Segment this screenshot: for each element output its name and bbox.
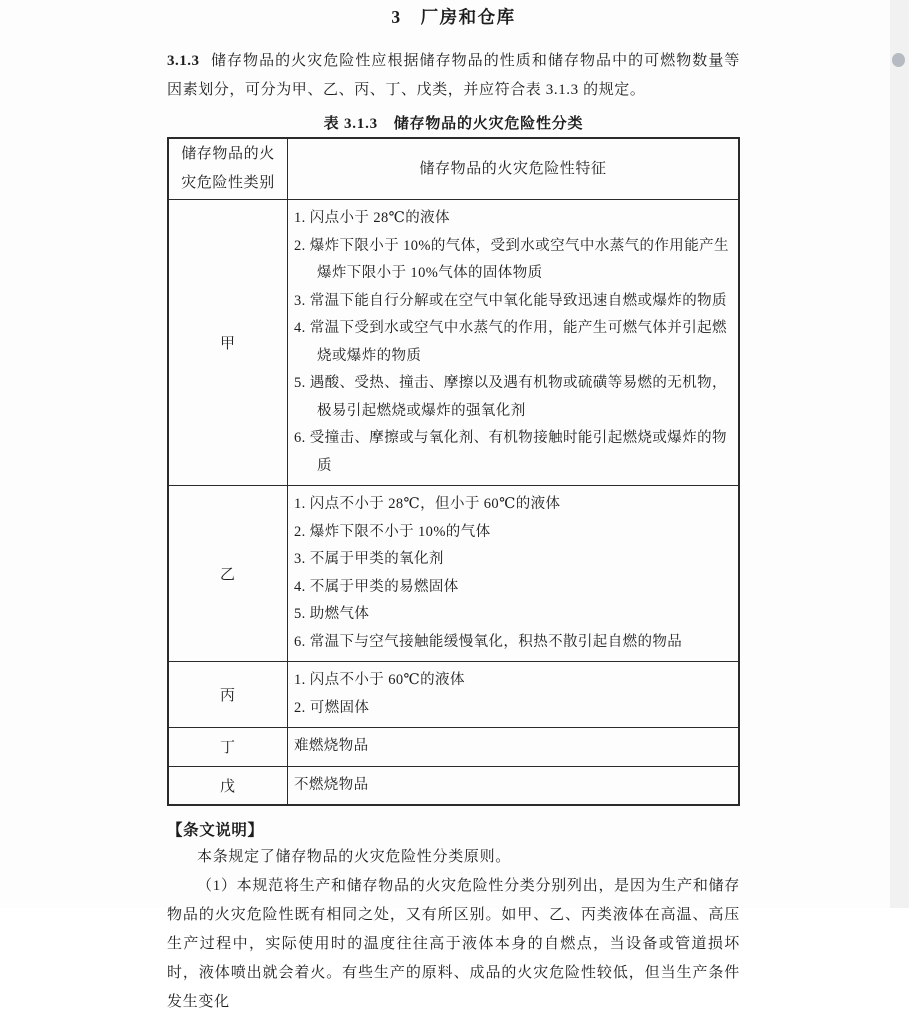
feature-item: 难燃烧物品 — [294, 738, 369, 754]
table-caption: 表 3.1.3 储存物品的火灾危险性分类 — [323, 116, 584, 132]
chapter-title: 3 厂房和仓库 — [391, 7, 516, 27]
scrollbar-track[interactable] — [890, 0, 909, 908]
feature-item: 1. 闪点不小于 28℃，但小于 60℃的液体 — [294, 496, 561, 512]
feature-item: 5. 助燃气体 — [294, 606, 370, 622]
clause-number: 3.1.3 — [167, 53, 200, 69]
features-cell — [288, 486, 740, 662]
column-header-features: 储存物品的火灾危险性特征 — [288, 138, 740, 200]
feature-item: 4. 不属于甲类的易燃固体 — [294, 578, 459, 595]
table-row-wu — [168, 766, 739, 805]
column-header-category: 储存物品的火灾危险性类别 — [168, 138, 288, 200]
table-row-ding — [168, 728, 739, 767]
feature-item: 1. 闪点小于 28℃的液体 — [294, 210, 450, 226]
table-row-yi — [168, 486, 739, 662]
table-header-row — [168, 138, 739, 200]
features-cell — [288, 662, 740, 728]
category-cell: 甲 — [168, 200, 288, 486]
feature-item: 4. 常温下受到水或空气中水蒸气的作用，能产生可燃气体并引起燃烧或爆炸的物质 — [294, 320, 727, 364]
table-row-jia — [168, 200, 739, 486]
scrollbar-thumb[interactable] — [892, 53, 905, 67]
clause-text: 储存物品的火灾危险性应根据储存物品的性质和储存物品中的可燃物数量等因素划分，可分为甲、乙、丙、丁、戊类，并应符合表 3.1.3 的规定。 — [167, 53, 740, 98]
commentary-paragraph-1: 本条规定了储存物品的火灾危险性分类原则。 — [197, 849, 512, 865]
feature-item: 5. 遇酸、受热、撞击、摩擦以及遇有机物或硫磺等易燃的无机物，极易引起燃烧或爆炸的强氧化剂 — [294, 375, 727, 419]
feature-item: 不燃烧物品 — [294, 776, 369, 793]
fire-hazard-classification-table — [167, 137, 740, 806]
document-content — [167, 0, 740, 1017]
feature-item: 6. 受撞击、摩擦或与氧化剂、有机物接触时能引起燃烧或爆炸的物质 — [294, 430, 727, 474]
feature-item: 2. 爆炸下限小于 10%的气体，受到水或空气中水蒸气的作用能产生爆炸下限小于 10%气体的固体物质 — [294, 237, 729, 281]
clause-3-1-3 — [167, 47, 740, 105]
category-cell: 戊 — [168, 766, 288, 805]
features-cell — [288, 766, 740, 805]
category-cell: 丁 — [168, 728, 288, 767]
category-cell: 乙 — [168, 486, 288, 662]
feature-item: 2. 爆炸下限不小于 10%的气体 — [294, 523, 491, 540]
table-row-bing — [168, 662, 739, 728]
category-cell: 丙 — [168, 662, 288, 728]
commentary-heading: 【条文说明】 — [167, 822, 264, 839]
feature-item: 1. 闪点不小于 60℃的液体 — [294, 672, 465, 688]
features-cell — [288, 728, 740, 767]
feature-item: 6. 常温下与空气接触能缓慢氧化，积热不散引起自燃的物品 — [294, 633, 683, 650]
feature-item: 3. 常温下能自行分解或在空气中氧化能导致迅速自燃或爆炸的物质 — [294, 292, 727, 309]
features-cell — [288, 200, 740, 486]
commentary-paragraph-2: （1）本规范将生产和储存物品的火灾危险性分类分别列出，是因为生产和储存物品的火灾危险性既有相同之处，又有所区别。如甲、乙、丙类液体在高温、高压生产过程中，实际使用时的温度往往高于液体本身的自燃点，当设备或管道损坏时，液体喷出就会着火。有些生产的原料、成品的火灾危险性较低，但当生产条件发生变化 — [167, 878, 740, 1010]
feature-item: 3. 不属于甲类的氧化剂 — [294, 551, 444, 567]
feature-item: 2. 可燃固体 — [294, 699, 370, 716]
